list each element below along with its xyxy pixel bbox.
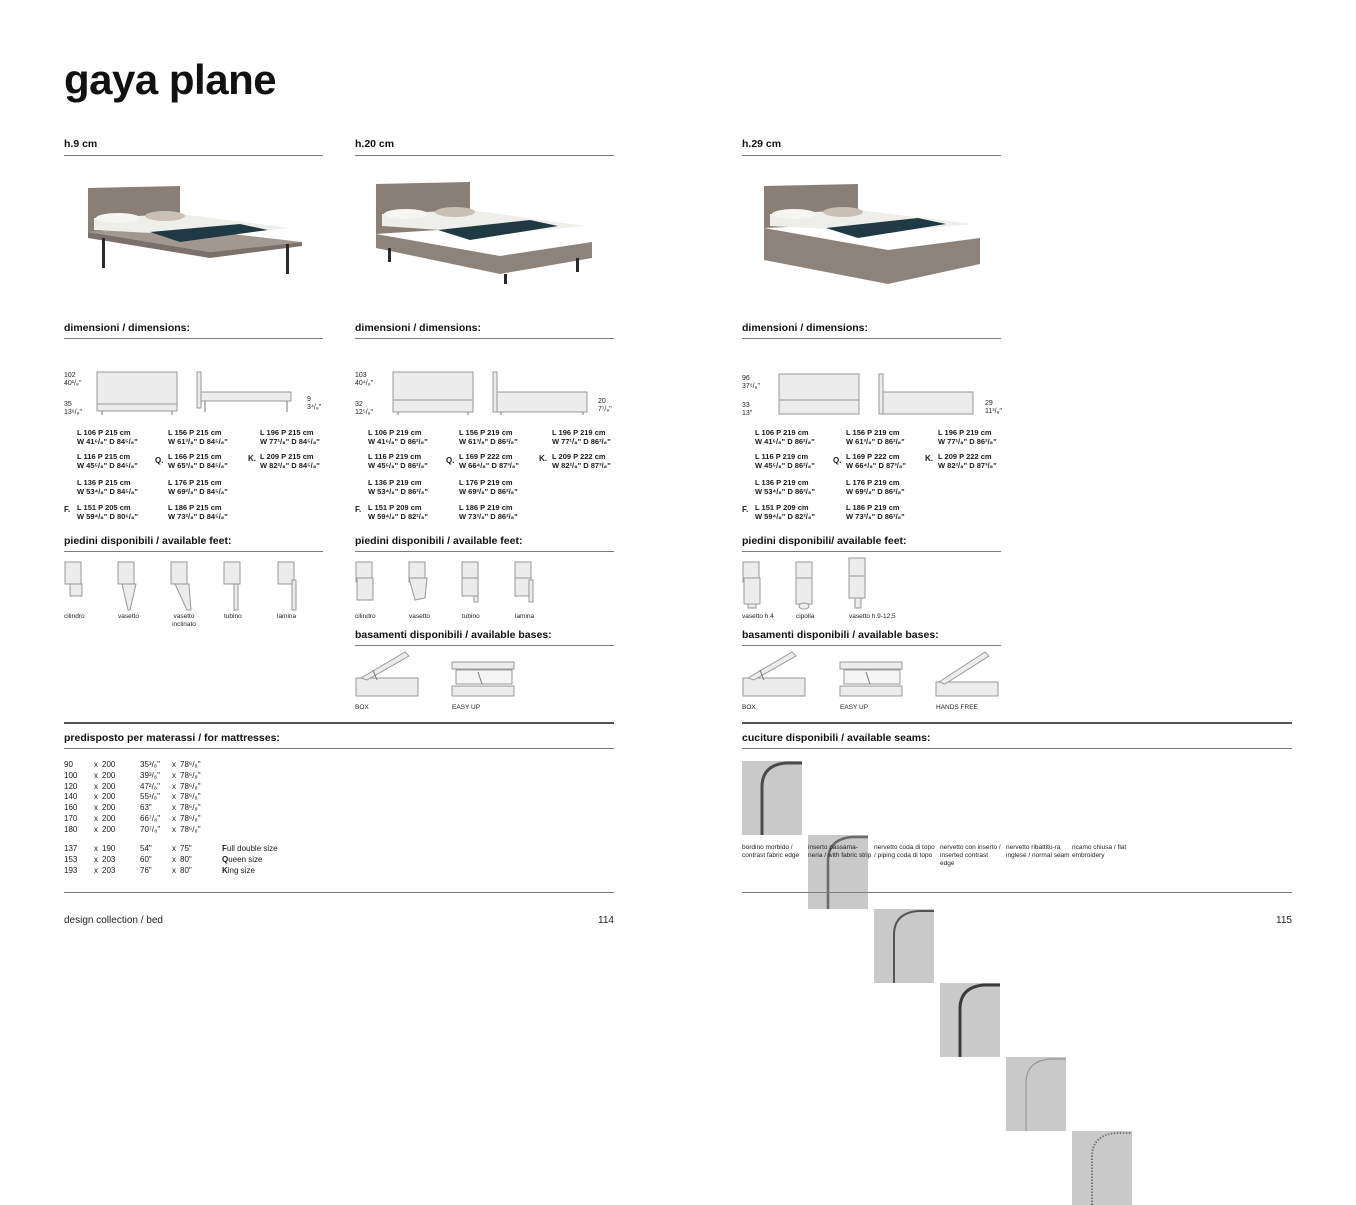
foot-tube-icon bbox=[460, 560, 484, 612]
dim-entry: L 196 P 215 cm W 77¹/₈" D 84⁵/₈" bbox=[260, 428, 320, 446]
page-title: gaya plane bbox=[64, 56, 277, 103]
foot-onion-icon bbox=[794, 560, 818, 612]
dim-entry: L 186 P 215 cm W 73²/₈" D 84⁵/₈" bbox=[168, 503, 228, 521]
dim-entry: L 156 P 215 cm W 61³/₈" D 84⁵/₈" bbox=[168, 428, 228, 446]
divider bbox=[64, 892, 614, 893]
table-row: 90 x 200 35³/₈" x 78⁶/₈" bbox=[64, 760, 201, 769]
foot-label: vasetto h.9-12,5 bbox=[849, 613, 896, 620]
dim-entry: L 106 P 215 cm W 41⁶/₈" D 84⁵/₈" bbox=[77, 428, 138, 446]
dim-entry: L 196 P 219 cm W 77¹/₈" D 86²/₈" bbox=[938, 428, 997, 446]
bases-heading-c2: basamenti disponibili / available bases: bbox=[355, 629, 552, 641]
foot-label: vasetto inclinato bbox=[172, 613, 196, 628]
base-label: EASY UP bbox=[452, 704, 481, 711]
king-mark: K. bbox=[248, 454, 256, 463]
height-side: 29 11³/₈" bbox=[985, 400, 1002, 415]
bed-front-drawing bbox=[776, 372, 866, 418]
table-row: 140 x 200 55¹/₈" x 78⁶/₈" bbox=[64, 792, 201, 802]
dim-entry: L 169 P 222 cm W 66⁴/₈" D 87³/₈" bbox=[846, 452, 906, 470]
dim-entry: L 136 P 215 cm W 53⁴/₈" D 84⁵/₈" bbox=[77, 478, 138, 496]
dim-entry: L 196 P 219 cm W 77¹/₈" D 86²/₈" bbox=[552, 428, 611, 446]
foot-blade-icon bbox=[513, 560, 537, 612]
foot-vase-h4-icon bbox=[742, 560, 766, 612]
divider bbox=[742, 748, 1292, 749]
seam-swatch-inserted-edge bbox=[940, 983, 1000, 1057]
base-label: BOX bbox=[355, 704, 369, 711]
base-easyup-icon bbox=[450, 660, 518, 700]
divider bbox=[64, 722, 614, 724]
table-row: 120 x 200 47²/₈" x 78⁶/₈" bbox=[64, 781, 201, 791]
dim-entry: L 106 P 219 cm W 41⁶/₈" D 86²/₈" bbox=[368, 428, 428, 446]
foot-cylinder-icon bbox=[355, 560, 377, 612]
bases-heading-c3: basamenti disponibili / available bases: bbox=[742, 629, 939, 641]
dim-entry: L 209 P 222 cm W 82²/₈" D 87³/₈" bbox=[552, 452, 611, 470]
table-row: 193 x 203 76" x 80" King size bbox=[64, 865, 255, 875]
height-mid: 33 13" bbox=[742, 402, 753, 417]
base-handsfree-icon bbox=[935, 650, 1001, 700]
dimensions-heading-c2: dimensioni / dimensions: bbox=[355, 322, 482, 334]
divider bbox=[355, 155, 614, 156]
table-row: 137 x 190 54" x 75" Full double size bbox=[64, 844, 278, 853]
divider bbox=[64, 748, 614, 749]
dim-entry: L 169 P 222 cm W 66⁴/₈" D 87³/₈" bbox=[459, 452, 519, 470]
table-row: 170 x 200 66⁷/₈" x 78⁶/₈" bbox=[64, 813, 201, 823]
base-box-icon bbox=[355, 650, 421, 700]
divider bbox=[742, 722, 1292, 724]
full-mark: F. bbox=[64, 505, 71, 514]
foot-label: cilindro bbox=[64, 613, 85, 620]
bed-front-drawing bbox=[94, 370, 184, 416]
seam-label: nervetto coda di topo / piping coda di topo bbox=[874, 844, 935, 859]
seam-swatch-normal bbox=[1006, 1057, 1066, 1131]
foot-tube-icon bbox=[222, 560, 246, 612]
foot-label: tubino bbox=[224, 613, 242, 620]
bed-photo-h9 bbox=[80, 180, 310, 280]
seam-label: ricamo chiusa / flat embroidery bbox=[1072, 844, 1127, 859]
divider bbox=[742, 892, 1292, 893]
foot-cylinder-icon bbox=[64, 560, 86, 612]
dim-entry: L 116 P 219 cm W 45⁵/₈" D 86²/₈" bbox=[755, 452, 815, 470]
foot-vase-tall-icon bbox=[847, 556, 871, 612]
divider bbox=[742, 155, 1001, 156]
base-easyup-icon bbox=[838, 660, 906, 700]
divider bbox=[742, 338, 1001, 339]
divider bbox=[355, 645, 614, 646]
dim-entry: L 186 P 219 cm W 73²/₈" D 86²/₈" bbox=[459, 503, 518, 521]
dim-entry: L 151 P 205 cm W 59⁴/₈" D 80⁶/₈" bbox=[77, 503, 138, 521]
table-row: 180 x 200 70⁷/₈" x 78⁶/₈" bbox=[64, 824, 201, 834]
feet-heading-c1: piedini disponibili / available feet: bbox=[64, 535, 232, 547]
feet-heading-c2: piedini disponibili / available feet: bbox=[355, 535, 523, 547]
height-label-h9: h.9 cm bbox=[64, 138, 98, 150]
seam-label: nervetto con inserto / inserted contrast edge bbox=[940, 844, 1001, 867]
mattress-heading: predisposto per materassi / for mattresses: bbox=[64, 732, 280, 744]
bed-side-drawing bbox=[877, 372, 977, 418]
bed-photo-h29 bbox=[758, 180, 988, 290]
height-side: 9 3⁴/₈" bbox=[307, 396, 322, 411]
foot-label: vasetto bbox=[409, 613, 430, 620]
bed-side-drawing bbox=[491, 370, 591, 416]
height-mid: 32 12⁵/₈" bbox=[355, 401, 374, 416]
foot-blade-icon bbox=[276, 560, 300, 612]
king-mark: K. bbox=[925, 454, 933, 463]
seam-label: nervetto ribattitu-ra inglese / normal seam bbox=[1006, 844, 1070, 859]
queen-mark: Q. bbox=[833, 456, 842, 465]
dim-entry: L 156 P 219 cm W 61³/₈" D 86²/₈" bbox=[459, 428, 518, 446]
height-top: 103 40⁴/₈" bbox=[355, 372, 374, 387]
table-row: 160 x 200 63" x 78⁶/₈" bbox=[64, 803, 201, 813]
height-label-h29: h.29 cm bbox=[742, 138, 782, 150]
queen-mark: Q. bbox=[446, 456, 455, 465]
dim-entry: L 209 P 215 cm W 82²/₈" D 84⁵/₈" bbox=[260, 452, 320, 470]
height-top: 96 37⁶/₈" bbox=[742, 375, 760, 390]
bed-photo-h20 bbox=[370, 178, 600, 288]
table-row: 100 x 200 39³/₈" x 78⁶/₈" bbox=[64, 770, 201, 780]
divider bbox=[742, 551, 1001, 552]
dim-entry: L 116 P 219 cm W 45⁵/₈" D 86²/₈" bbox=[368, 452, 428, 470]
footer-collection: design collection / bed bbox=[64, 915, 163, 926]
seam-swatch-piping bbox=[874, 909, 934, 983]
dim-entry: L 156 P 219 cm W 61³/₈" D 86²/₈" bbox=[846, 428, 905, 446]
dim-entry: L 106 P 219 cm W 41⁶/₈" D 86²/₈" bbox=[755, 428, 815, 446]
dimensions-heading-c1: dimensioni / dimensions: bbox=[64, 322, 191, 334]
seam-swatch-contrast-edge bbox=[742, 761, 802, 835]
feet-heading-c3: piedini disponibili/ available feet: bbox=[742, 535, 907, 547]
mattress-table bbox=[64, 760, 205, 836]
dimensions-heading-c3: dimensioni / dimensions: bbox=[742, 322, 869, 334]
dim-entry: L 186 P 219 cm W 73²/₈" D 86²/₈" bbox=[846, 503, 905, 521]
foot-label: lamina bbox=[277, 613, 297, 620]
dim-entry: L 136 P 219 cm W 53⁴/₈" D 86²/₈" bbox=[755, 478, 815, 496]
foot-label: tubino bbox=[462, 613, 480, 620]
page-number-right: 115 bbox=[1276, 915, 1292, 926]
dim-entry: L 136 P 219 cm W 53⁴/₈" D 86²/₈" bbox=[368, 478, 428, 496]
divider bbox=[64, 155, 323, 156]
foot-label: vasetto bbox=[118, 613, 139, 620]
seam-label: bordino morbido / contrast fabric edge bbox=[742, 844, 800, 859]
bed-side-drawing bbox=[195, 370, 295, 416]
dim-entry: L 151 P 209 cm W 59⁴/₈" D 82²/₈" bbox=[755, 503, 815, 521]
divider bbox=[742, 645, 1001, 646]
seams-heading: cuciture disponibili / available seams: bbox=[742, 732, 931, 744]
foot-label: lamina bbox=[515, 613, 535, 620]
queen-mark: Q. bbox=[155, 456, 164, 465]
foot-vase-icon bbox=[407, 560, 431, 612]
foot-label: cipolla bbox=[796, 613, 815, 620]
dim-entry: L 116 P 215 cm W 45⁵/₈" D 84⁵/₈" bbox=[77, 452, 138, 470]
king-mark: K. bbox=[539, 454, 547, 463]
base-label: HANDS FREE bbox=[936, 704, 978, 711]
base-box-icon bbox=[742, 650, 808, 700]
foot-label: cilindro bbox=[355, 613, 376, 620]
foot-slanted-vase-icon bbox=[169, 560, 195, 612]
dim-entry: L 176 P 219 cm W 69²/₈" D 86²/₈" bbox=[459, 478, 518, 496]
divider bbox=[64, 551, 323, 552]
table-row: 153 x 203 60" x 80" Queen size bbox=[64, 854, 263, 864]
height-side: 20 7⁷/₈" bbox=[598, 398, 612, 413]
divider bbox=[355, 338, 614, 339]
divider bbox=[64, 338, 323, 339]
height-label-h20: h.20 cm bbox=[355, 138, 395, 150]
bed-front-drawing bbox=[390, 370, 480, 416]
dim-entry: L 176 P 219 cm W 69²/₈" D 86²/₈" bbox=[846, 478, 905, 496]
base-label: EASY UP bbox=[840, 704, 869, 711]
page-number-left: 114 bbox=[598, 915, 614, 926]
height-mid: 35 13⁶/₈" bbox=[64, 401, 82, 416]
dim-entry: L 176 P 215 cm W 69²/₈" D 84⁵/₈" bbox=[168, 478, 228, 496]
dim-entry: L 209 P 222 cm W 82²/₈" D 87³/₈" bbox=[938, 452, 997, 470]
full-mark: F. bbox=[742, 505, 749, 514]
foot-vase-icon bbox=[116, 560, 140, 612]
mattress-us-table bbox=[64, 844, 282, 876]
foot-label: vasetto h.4 bbox=[742, 613, 774, 620]
divider bbox=[355, 551, 614, 552]
dim-entry: L 151 P 209 cm W 59⁴/₈" D 82²/₈" bbox=[368, 503, 428, 521]
height-top: 102 40¹/₈" bbox=[64, 372, 82, 387]
seam-label: inserto passama-neria / with fabric strip bbox=[808, 844, 872, 859]
base-label: BOX bbox=[742, 704, 756, 711]
full-mark: F. bbox=[355, 505, 362, 514]
seam-swatch-embroidery bbox=[1072, 1131, 1132, 1205]
dim-entry: L 166 P 215 cm W 65³/₈" D 84⁵/₈" bbox=[168, 452, 228, 470]
